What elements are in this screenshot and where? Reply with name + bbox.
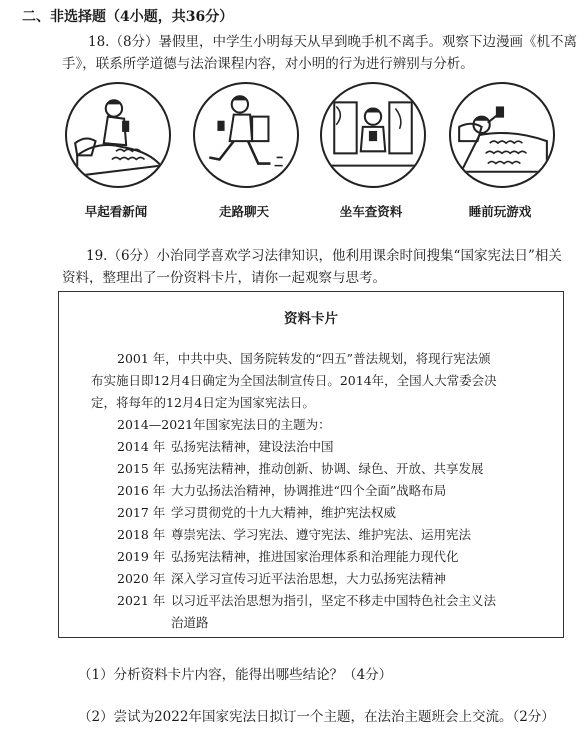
card-title: 资料卡片 [284,311,338,327]
subquestion-1: （1）分析资料卡片内容，能得出哪些结论？（4分） [78,667,393,683]
theme-year: 2018 年 [117,527,166,542]
q19-line2: 资料，整理出了一份资料卡片，请你一起观察与思考。 [62,270,386,286]
theme-year: 2019 年 [117,549,166,564]
themes-intro: 2014—2021年国家宪法日的主题为： [117,417,331,432]
theme-text: 弘扬宪法精神，推动创新、协调、绿色、开放、共享发展 [171,461,484,476]
comic-panel-bed [449,82,555,188]
comic-panel-walking [193,82,299,188]
comic-panel-news [65,82,171,188]
theme-year: 2021 年 [117,593,166,608]
caption-walking: 走路聊天 [218,204,269,219]
subquestion-2: （2）尝试为2022年国家宪法日拟订一个主题，在法治主题班会上交流。（2分） [78,709,555,725]
comic-panel-bus [320,82,426,188]
theme-text: 大力弘扬法治精神，协调推进“四个全面”战略布局 [171,483,447,498]
q19-line1: 19.（6分）小治同学喜欢学习法律知识，他利用课余时间搜集“国家宪法日”相关 [86,248,562,264]
theme-text: 深入学习宣传习近平法治思想，大力弘扬宪法精神 [171,571,447,586]
caption-bed: 睡前玩游戏 [468,204,532,219]
card-para-line2: 布实施日即12月4日确定为全国法制宣传日。2014年，全国人大常委会决 [91,373,497,388]
q18-line2: 手》，联系所学道德与法治课程内容，对小明的行为进行辨别与分析。 [62,56,474,72]
caption-news: 早起看新闻 [84,204,148,219]
theme-text: 弘扬宪法精神，推进国家治理体系和治理能力现代化 [171,549,459,564]
card-para-line3: 定，将每年的12月4日定为国家宪法日。 [91,395,315,410]
theme-year: 2016 年 [117,483,166,498]
material-card [58,291,564,638]
theme-year: 2017 年 [117,505,166,520]
theme-text: 以习近平法治思想为指引，坚定不移走中国特色社会主义法 [171,593,497,608]
theme-text-cont: 治道路 [171,615,209,630]
section-title: 二、非选择题（4小题，共36分） [22,9,234,25]
theme-year: 2020 年 [117,571,166,586]
theme-year: 2014 年 [117,439,166,454]
theme-text: 学习贯彻党的十九大精神，维护宪法权威 [171,505,397,520]
caption-bus: 坐车查资料 [339,204,403,219]
theme-year: 2015 年 [117,461,166,476]
theme-text: 尊崇宪法、学习宪法、遵守宪法、维护宪法、运用宪法 [171,527,472,542]
theme-text: 弘扬宪法精神，建设法治中国 [171,439,334,454]
q18-line1: 18.（8分）暑假里，中学生小明每天从早到晚手机不离手。观察下边漫画《机不离 [88,34,578,50]
card-para-line1: 2001 年，中共中央、国务院转发的“四五”普法规划，将现行宪法颁 [117,351,491,366]
